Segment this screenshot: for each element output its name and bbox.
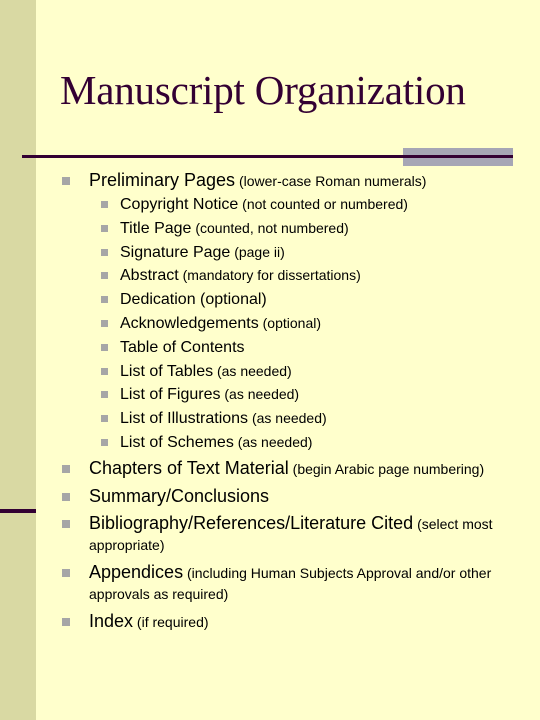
subitem-note: (optional) [258,314,322,331]
subitem-list-illustrations [89,409,532,428]
item-note: (including Human Subjects Approval and/or other approvals as required) [89,564,492,602]
subitem-main: List of Figures [120,386,221,404]
subitem-signature [89,243,532,262]
subitem-main: Signature Page [120,243,231,261]
item-main: Bibliography/References/Literature Cited [89,512,414,533]
outline-item-appendices [62,562,532,604]
item-main: Appendices [89,561,184,582]
square-bullet-icon [62,618,70,626]
square-bullet-icon [101,225,108,232]
square-bullet-icon [101,320,108,327]
square-bullet-icon [62,493,70,501]
square-bullet-icon [62,520,70,528]
square-bullet-icon [101,344,108,351]
subitem-main: Copyright Notice [120,196,239,213]
subitem-abstract [89,266,532,285]
item-main: Index [89,610,134,631]
slide-content [62,170,532,632]
subitem-list-figures [89,385,532,404]
subitem-acknowledgements [89,314,532,333]
subitem-note: (as needed) [220,386,300,403]
square-bullet-icon [101,391,108,398]
subitem-note: (mandatory for dissertations) [178,267,361,284]
outline-item-preliminary [62,170,532,452]
subitem-list-tables [89,362,532,381]
item-main: Summary/Conclusions [89,485,270,506]
subitem-main: List of Tables [120,362,214,380]
subitem-copyright [89,195,532,214]
square-bullet-icon [101,368,108,375]
subitem-main: Acknowledgements [120,314,259,332]
subitem-main: Abstract [120,267,179,285]
subitem-dedication [89,290,532,309]
outline-item-bibliography [62,513,532,555]
item-note: (select most appropriate) [89,515,493,553]
square-bullet-icon [101,415,108,422]
subitem-main: Dedication (optional) [120,291,267,309]
outline-list [62,170,532,632]
subitem-note: (as needed) [213,362,292,379]
item-note: (begin Arabic page numbering) [288,460,485,477]
subitem-note: (as needed) [248,410,327,427]
subitem-note: (as needed) [233,433,313,450]
subitem-title-page [89,219,532,238]
preliminary-sublist [89,195,532,452]
slide-title: Manuscript Organization [60,67,466,113]
square-bullet-icon [101,439,108,446]
square-bullet-icon [62,569,70,577]
item-main: Preliminary Pages [89,170,236,190]
left-decorative-band [0,0,36,720]
square-bullet-icon [62,465,70,473]
square-bullet-icon [101,272,108,279]
outline-item-chapters [62,458,532,479]
subitem-toc [89,338,532,357]
item-note: (if required) [133,613,209,630]
subitem-main: List of Schemes [120,433,234,451]
subitem-note: (counted, not numbered) [191,219,349,236]
outline-item-summary [62,486,532,507]
square-bullet-icon [101,249,108,256]
left-accent-mark [0,509,36,513]
subitem-main: Table of Contents [120,338,245,356]
item-main: Chapters of Text Material [89,457,289,478]
outline-item-index [62,611,532,632]
square-bullet-icon [101,296,108,303]
square-bullet-icon [101,201,108,208]
rule-accent-line [403,155,513,158]
subitem-list-schemes [89,433,532,452]
subitem-note: (not counted or numbered) [238,196,408,212]
subitem-main: Title Page [120,219,192,237]
square-bullet-icon [62,177,70,185]
subitem-note: (page ii) [230,243,285,260]
item-note: (lower-case Roman numerals) [235,173,427,189]
subitem-main: List of Illustrations [120,410,249,428]
